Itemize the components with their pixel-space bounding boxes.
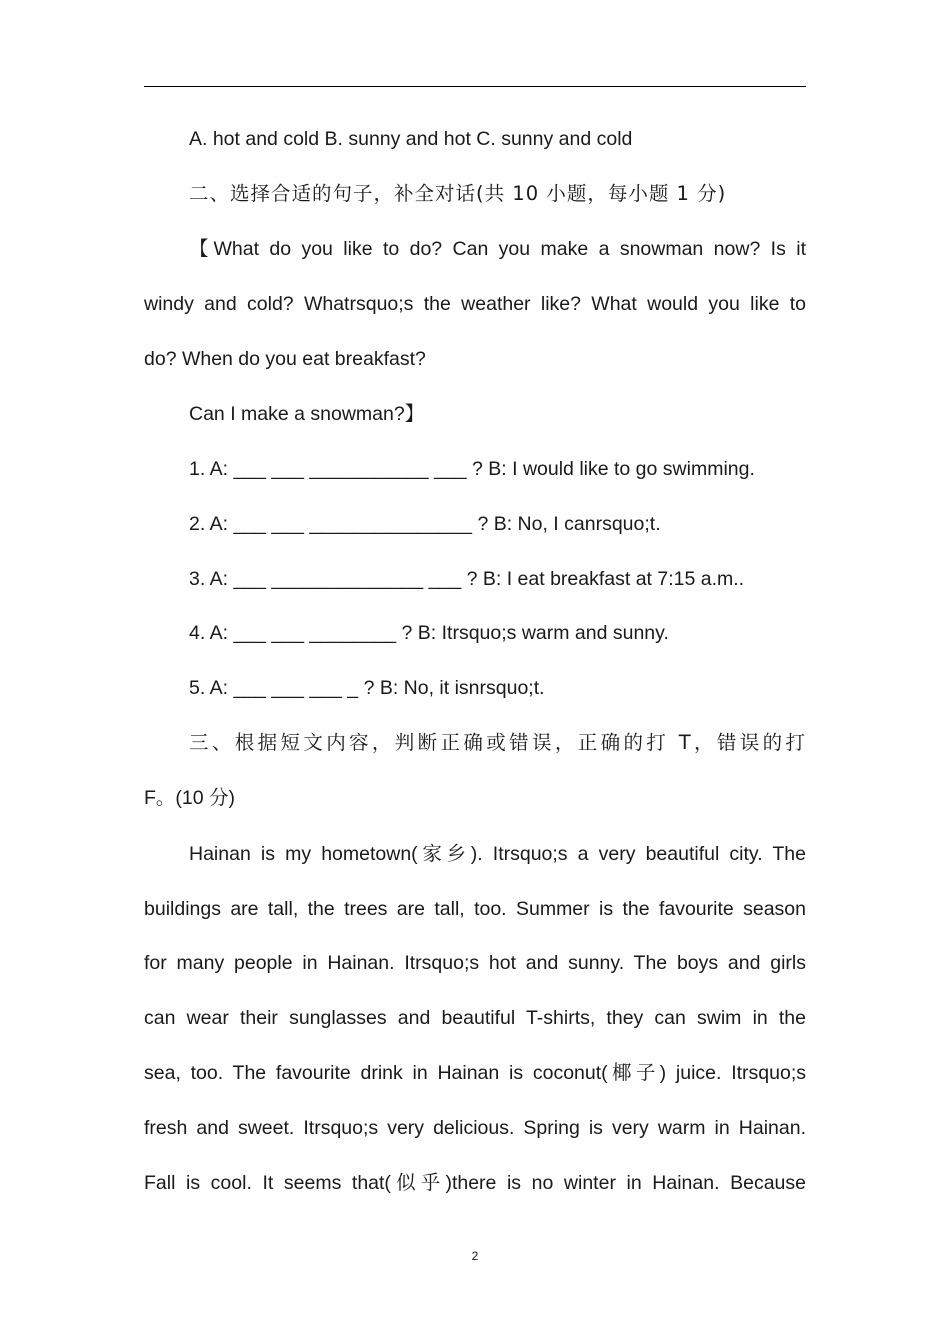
passage-line-7: Fall is cool. It seems that(似乎)there is no winter in Hainan. Because [144, 1172, 806, 1194]
word-bank-line-2: windy and cold? Whatrsquo;s the weather like? What would you like to [144, 293, 806, 315]
question-3: 3. A: ___ ______________ ___ ? B: I eat breakfast at 7:15 a.m.. [189, 568, 745, 590]
question-4: 4. A: ___ ___ ________ ? B: Itrsquo;s warm and sunny. [189, 622, 669, 644]
passage-line-4: can wear their sunglasses and beautiful T-shirts, they can swim in the [144, 1007, 806, 1029]
passage-line-5: sea, too. The favourite drink in Hainan is coconut(椰子) juice. Itrsquo;s [144, 1062, 806, 1084]
passage-line-3: for many people in Hainan. Itrsquo;s hot and sunny. The boys and girls [144, 952, 806, 974]
word-bank-line-1: 【What do you like to do? Can you make a snowman now? Is it [189, 238, 806, 260]
question-1: 1. A: ___ ___ ___________ ___ ? B: I would like to go swimming. [189, 458, 755, 480]
answer-options: A. hot and cold B. sunny and hot C. sunny and cold [189, 128, 633, 150]
question-2: 2. A: ___ ___ _______________ ? B: No, I canrsquo;t. [189, 513, 661, 535]
section-2-heading: 二、选择合适的句子，补全对话(共 10 小题，每小题 1 分) [189, 182, 727, 205]
question-5: 5. A: ___ ___ ___ _ ? B: No, it isnrsquo;t. [189, 677, 545, 699]
header-rule [144, 86, 806, 87]
section-3-heading-cont: F。(10 分) [144, 787, 236, 809]
section-3-heading: 三、根据短文内容，判断正确或错误，正确的打 T，错误的打 [189, 731, 806, 754]
passage-line-2: buildings are tall, the trees are tall, too. Summer is the favourite season [144, 898, 806, 920]
passage-line-1: Hainan is my hometown(家乡). Itrsquo;s a very beautiful city. The [189, 843, 806, 865]
word-bank-line-4: Can I make a snowman?】 [189, 403, 425, 425]
word-bank-line-3: do? When do you eat breakfast? [144, 348, 426, 370]
page-number: 2 [471, 1249, 479, 1263]
passage-line-6: fresh and sweet. Itrsquo;s very delicious. Spring is very warm in Hainan. [144, 1117, 806, 1139]
